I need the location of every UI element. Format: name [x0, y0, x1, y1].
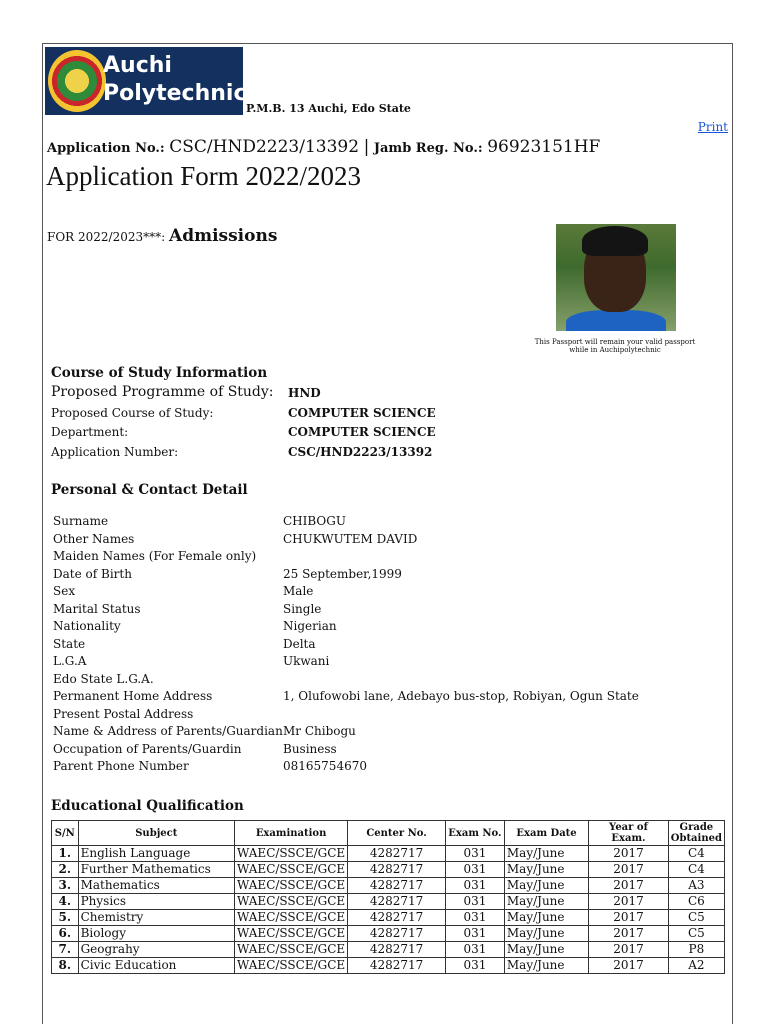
table-row: [52, 910, 725, 926]
center-no-cell: 4282717: [348, 862, 446, 878]
table-row: [52, 862, 725, 878]
exam-date-cell: May/June: [504, 878, 588, 894]
personal-heading: Personal & Contact Detail: [51, 482, 248, 498]
center-no-cell: 4282717: [348, 894, 446, 910]
personal-label: Occupation of Parents/Guardin: [53, 741, 242, 756]
subject-cell: Civic Education: [78, 958, 234, 974]
column-header: Exam No.: [445, 821, 504, 846]
column-header: Grade Obtained: [668, 821, 724, 846]
column-header: Year of Exam.: [589, 821, 669, 846]
examination-cell: WAEC/SSCE/GCE: [235, 958, 348, 974]
center-no-cell: 4282717: [348, 958, 446, 974]
table-row: [52, 958, 725, 974]
course-value: COMPUTER SCIENCE: [288, 425, 436, 439]
year-cell: 2017: [589, 862, 669, 878]
course-value: CSC/HND2223/13392: [288, 445, 433, 459]
year-cell: 2017: [589, 846, 669, 862]
exam-date-cell: May/June: [504, 926, 588, 942]
personal-label: Maiden Names (For Female only): [53, 549, 257, 563]
passport-photo: [556, 224, 676, 331]
passport-note: This Passport will remain your valid passport while in Auchipolytechnic: [534, 338, 696, 354]
examination-cell: WAEC/SSCE/GCE: [235, 926, 348, 942]
year-cell: 2017: [589, 942, 669, 958]
exam-date-cell: May/June: [504, 894, 588, 910]
serial-cell: 8.: [52, 958, 79, 974]
education-table: [51, 820, 725, 974]
table-row: [52, 878, 725, 894]
personal-value: CHIBOGU: [283, 514, 346, 528]
examination-cell: WAEC/SSCE/GCE: [235, 846, 348, 862]
center-no-cell: 4282717: [348, 926, 446, 942]
personal-value: Mr Chibogu: [283, 724, 356, 738]
course-label: Department:: [51, 425, 129, 439]
grade-cell: A3: [668, 878, 724, 894]
exam-no-cell: 031: [445, 910, 504, 926]
exam-no-cell: 031: [445, 926, 504, 942]
year-cell: 2017: [589, 926, 669, 942]
table-header-row: [52, 821, 725, 846]
serial-cell: 4.: [52, 894, 79, 910]
examination-cell: WAEC/SSCE/GCE: [235, 894, 348, 910]
serial-cell: 3.: [52, 878, 79, 894]
serial-cell: 5.: [52, 910, 79, 926]
subject-cell: Further Mathematics: [78, 862, 234, 878]
table-row: [52, 926, 725, 942]
serial-cell: 1.: [52, 846, 79, 862]
for-label: FOR 2022/2023***:: [47, 230, 166, 244]
examination-cell: WAEC/SSCE/GCE: [235, 942, 348, 958]
exam-date-cell: May/June: [504, 958, 588, 974]
personal-label: State: [53, 636, 86, 651]
exam-no-cell: 031: [445, 894, 504, 910]
year-cell: 2017: [589, 910, 669, 926]
logo-line-1: Auchi: [103, 53, 172, 78]
personal-label: Surname: [53, 514, 109, 528]
exam-date-cell: May/June: [504, 846, 588, 862]
page-title: Application Form 2022/2023: [46, 161, 361, 191]
personal-value: CHUKWUTEM DAVID: [283, 531, 418, 546]
subject-cell: Mathematics: [78, 878, 234, 894]
jamb-label: Jamb Reg. No.:: [373, 141, 483, 156]
examination-cell: WAEC/SSCE/GCE: [235, 878, 348, 894]
column-header: S/N: [52, 821, 79, 846]
logo-text: [103, 52, 247, 108]
column-header: Center No.: [348, 821, 446, 846]
education-heading: Educational Qualification: [51, 798, 244, 814]
exam-date-cell: May/June: [504, 862, 588, 878]
grade-cell: C5: [668, 910, 724, 926]
personal-value: Male: [283, 584, 314, 598]
print-link[interactable]: Print: [697, 120, 728, 134]
personal-label: Other Names: [53, 531, 135, 546]
exam-date-cell: May/June: [504, 910, 588, 926]
exam-date-cell: May/June: [504, 942, 588, 958]
grade-cell: C4: [668, 862, 724, 878]
logo-line-2: Polytechnic: [103, 81, 247, 106]
serial-cell: 6.: [52, 926, 79, 942]
course-heading: Course of Study Information: [51, 365, 268, 381]
jamb-value: 96923151HF: [487, 137, 601, 157]
serial-cell: 2.: [52, 862, 79, 878]
personal-label: Permanent Home Address: [53, 689, 213, 703]
personal-label: Edo State L.G.A.: [53, 671, 154, 686]
table-row: [52, 894, 725, 910]
personal-value: 1, Olufowobi lane, Adebayo bus-stop, Robiyan, Ogun State: [283, 689, 639, 703]
center-no-cell: 4282717: [348, 942, 446, 958]
grade-cell: P8: [668, 942, 724, 958]
course-label: Proposed Course of Study:: [51, 406, 214, 420]
for-value: Admissions: [169, 226, 278, 246]
subject-cell: Biology: [78, 926, 234, 942]
personal-label: Marital Status: [53, 601, 141, 616]
examination-cell: WAEC/SSCE/GCE: [235, 910, 348, 926]
exam-no-cell: 031: [445, 942, 504, 958]
subject-cell: Physics: [78, 894, 234, 910]
center-no-cell: 4282717: [348, 878, 446, 894]
subject-cell: Geograhy: [78, 942, 234, 958]
course-label: Application Number:: [51, 445, 179, 459]
exam-no-cell: 031: [445, 862, 504, 878]
personal-value: Single: [283, 601, 322, 616]
table-row: [52, 846, 725, 862]
application-identifiers: [47, 137, 600, 157]
course-value: HND: [288, 386, 321, 400]
personal-value: Nigerian: [283, 619, 337, 633]
exam-no-cell: 031: [445, 846, 504, 862]
separator: |: [363, 137, 370, 157]
exam-no-cell: 031: [445, 958, 504, 974]
personal-value: Ukwani: [283, 654, 330, 668]
crest-icon: [48, 50, 106, 112]
personal-value: 25 September,1999: [283, 566, 402, 581]
personal-label: Present Postal Address: [53, 706, 194, 721]
personal-label: L.G.A: [53, 654, 87, 668]
application-no-label: Application No.:: [47, 141, 165, 156]
course-value: COMPUTER SCIENCE: [288, 406, 436, 420]
exam-no-cell: 031: [445, 878, 504, 894]
grade-cell: C4: [668, 846, 724, 862]
personal-label: Sex: [53, 584, 76, 598]
column-header: Subject: [78, 821, 234, 846]
column-header: Examination: [235, 821, 348, 846]
grade-cell: A2: [668, 958, 724, 974]
personal-value: Business: [283, 741, 337, 756]
year-cell: 2017: [589, 878, 669, 894]
personal-label: Parent Phone Number: [53, 759, 189, 773]
year-cell: 2017: [589, 894, 669, 910]
personal-label: Name & Address of Parents/Guardian: [53, 724, 283, 738]
serial-cell: 7.: [52, 942, 79, 958]
column-header: Exam Date: [504, 821, 588, 846]
auchi-polytechnic-logo: [45, 47, 247, 115]
table-row: [52, 942, 725, 958]
examination-cell: WAEC/SSCE/GCE: [235, 862, 348, 878]
course-label: Proposed Programme of Study:: [51, 384, 274, 400]
grade-cell: C5: [668, 926, 724, 942]
institution-address: P.M.B. 13 Auchi, Edo State: [246, 102, 411, 115]
grade-cell: C6: [668, 894, 724, 910]
center-no-cell: 4282717: [348, 910, 446, 926]
application-no-value: CSC/HND2223/13392: [169, 137, 360, 157]
subject-cell: English Language: [78, 846, 234, 862]
personal-label: Nationality: [53, 619, 121, 633]
year-cell: 2017: [589, 958, 669, 974]
admission-type: [47, 226, 277, 246]
personal-value: Delta: [283, 636, 316, 651]
personal-label: Date of Birth: [53, 566, 132, 581]
subject-cell: Chemistry: [78, 910, 234, 926]
personal-value: 08165754670: [283, 759, 367, 773]
center-no-cell: 4282717: [348, 846, 446, 862]
